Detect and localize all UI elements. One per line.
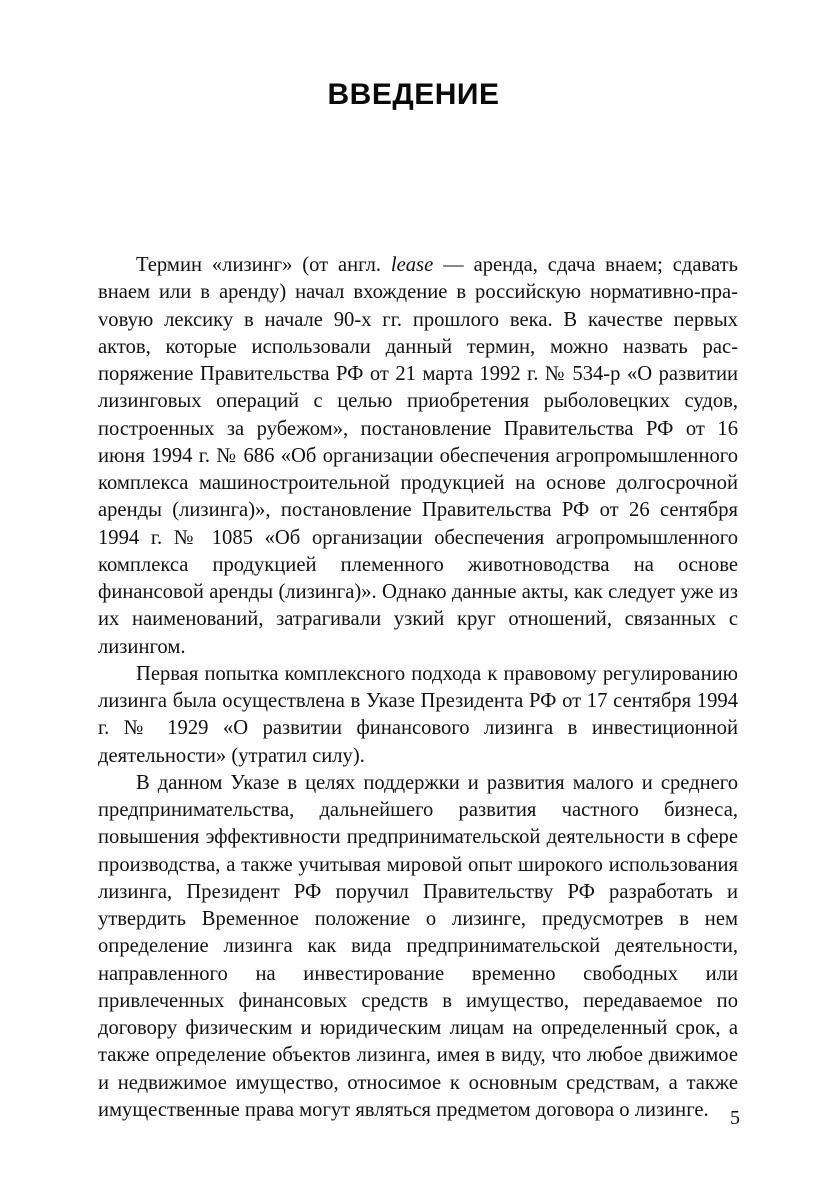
page-number: 5 [730, 1107, 740, 1129]
paragraph-1-text-rest: — аренда, сдача внаем; сдавать внаем или в аренду) начал вхождение в российскую нормативно-праvовую лексику в начале 90-х гг. прошлого века. В качестве первых актов, которые использовали данный термин, можно назвать распоряжение Правительства РФ от 21 марта 1992 г. № 534-р «О развитии лизинговых операций с целью приобретения рыболовецких судов, построенных за рубежом», постановление Правительства РФ от 16 июня 1994 г. № 686 «Об организации обеспечения агропромышленного комплекса машиностроительной продукцией на основе долгосрочной аренды (лизинга)», постановление Правительства РФ от 26 сентября 1994 г. № 1085 «Об организации обеспечения агропромышленного комплекса продукцией племенного животноводства на основе финансовой аренды (лизинга)». Однако данные акты, как следует уже из их наименований, затрагивали узкий круг отношений, связанных с лизингом. [98, 254, 738, 658]
paragraph-2: Первая попытка комплексного подхода к правовому регулированию лизинга была осуществлена в Указе Президента РФ от 17 сентября 1994 г. № 1929 «О развитии финансового лизинга в инвестиционной деятельности» (утратил силу). [98, 662, 738, 767]
page-title: ВВЕДЕНИЕ [327, 78, 500, 111]
paragraph-1-italic-term: lease [390, 254, 434, 276]
paragraph-3: В данном Указе в целях поддержки и развития малого и среднего предпринимательства, дальнейшего развития частного бизнеса, повышения эффективности предпринимательской деятельности в сфере производства, а также учитывая мировой опыт широкого использования лизинга, Президент РФ поручил Правительству РФ разработать и утвердить Временное положение о лизинге, предусмотрев в нем определение лизинга как вида предпринимательской деятельности, направленного на инвестирование временно свободных или привлеченных финансовых средств в имущество, передаваемое по договору физическим и юридическим лицам на определенный срок, а также определение объектов лизинга, имея в виду, что любое движимое и недвижимое имущество, относимое к основным средствам, а также имущественные права могут являться предметом договора о лизинге. [98, 771, 738, 1121]
paragraph-1-text-start: Термин «лизинг» (от англ. [136, 254, 391, 276]
body-text [98, 252, 738, 1124]
paragraph-1 [98, 252, 738, 661]
